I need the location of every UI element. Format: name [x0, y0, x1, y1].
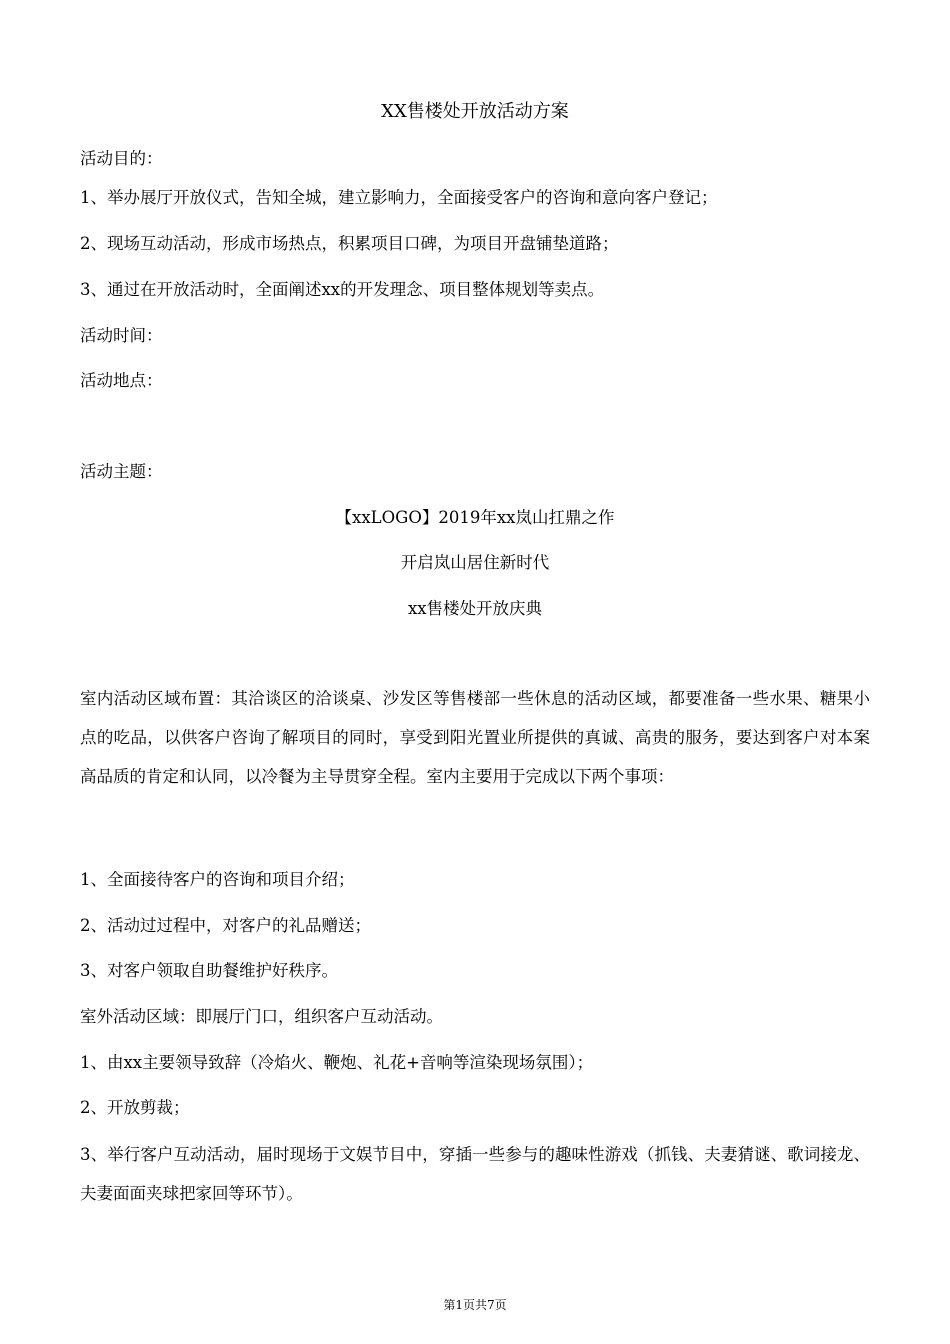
page-footer: 第1页共7页: [443, 1298, 507, 1312]
purpose-item-3: 3、通过在开放活动时，全面阐述xx的开发理念、项目整体规划等卖点。: [80, 280, 605, 299]
outdoor-heading: 室外活动区域：即展厅门口，组织客户互动活动。: [80, 1007, 443, 1026]
theme-line-3: xx售楼处开放庆典: [407, 599, 543, 618]
indoor-paragraph: 室内活动区域布置：其洽谈区的洽谈桌、沙发区等售楼部一些休息的活动区域，都要准备一些水果、糖果小点的吃品，以供客户咨询了解项目的同时，享受到阳光置业所提供的真诚、高贵的服务，要达到客户对本案高品质的肯定和认同，以冷餐为主导贯穿全程。室内主要用于完成以下两个事项：: [80, 689, 870, 786]
document-title: XX售楼处开放活动方案: [381, 101, 569, 122]
outdoor-item-3: 3、举行客户互动活动，届时现场于文娱节目中，穿插一些参与的趣味性游戏（抓钱、夫妻猜谜、歌词接龙、夫妻面面夹球把家回等环节）。: [80, 1145, 870, 1203]
indoor-item-2: 2、活动过过程中，对客户的礼品赠送；: [80, 916, 371, 935]
indoor-item-3: 3、对客户领取自助餐维护好秩序。: [80, 961, 338, 980]
indoor-item-1: 1、全面接待客户的咨询和项目介绍；: [80, 870, 355, 889]
theme-line-1: 【xxLOGO】2019年xx岚山扛鼎之作: [335, 508, 615, 527]
purpose-item-2: 2、现场互动活动，形成市场热点，积累项目口碑，为项目开盘铺垫道路；: [80, 234, 619, 253]
outdoor-item-2: 2、开放剪裁；: [80, 1098, 190, 1117]
time-label: 活动时间：: [80, 326, 163, 345]
purpose-item-1: 1、举办展厅开放仪式，告知全城，建立影响力，全面接受客户的咨询和意向客户登记；: [80, 188, 718, 207]
purpose-heading: 活动目的：: [80, 149, 163, 168]
place-label: 活动地点：: [80, 371, 163, 390]
theme-line-2: 开启岚山居住新时代: [400, 553, 550, 572]
outdoor-item-1: 1、由xx主要领导致辞（冷焰火、鞭炮、礼花+音响等渲染现场氛围）；: [80, 1053, 594, 1072]
theme-label: 活动主题：: [80, 462, 163, 481]
